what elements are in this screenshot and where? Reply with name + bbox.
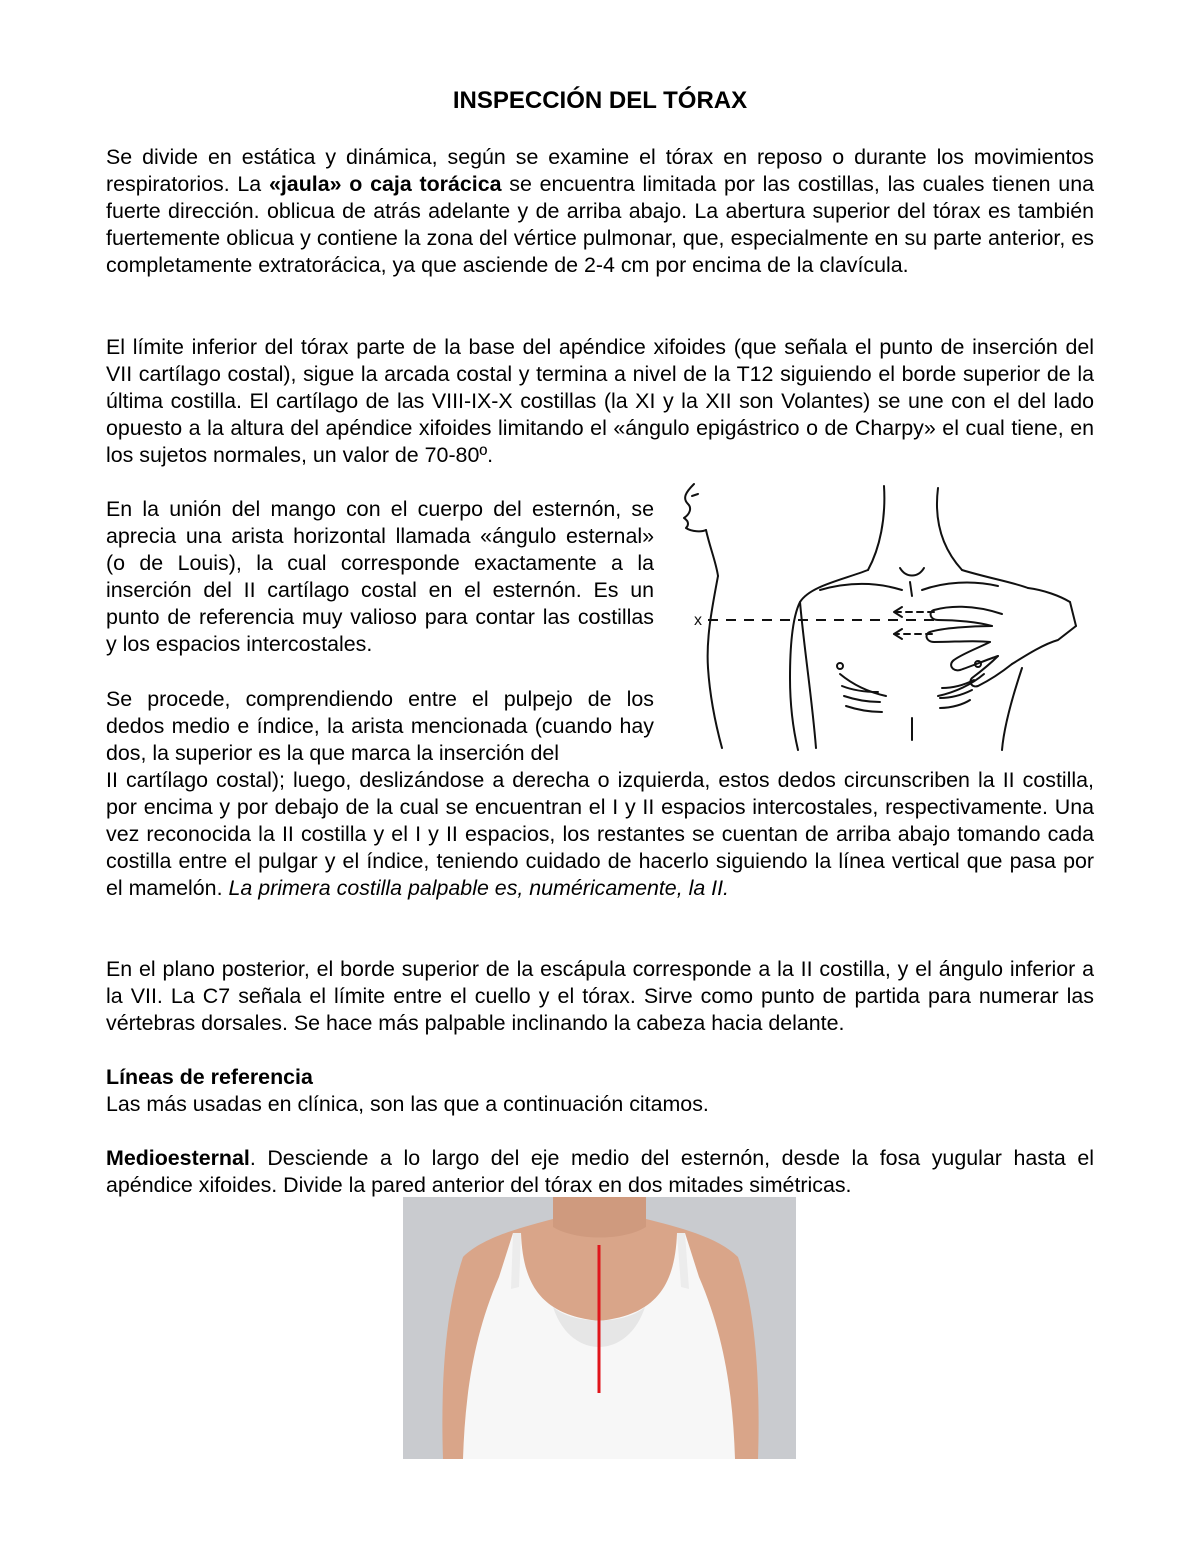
paragraph-angulo-esternal: En la unión del mango con el cuerpo del esternón, se aprecia una arista horizontal llamada «ángulo esternal» (o de Louis), la cual corresponde exactamente a la inserción del II cartílago costal en el esternón. Es un punto de referencia muy valioso para contar las costillas y los espacios intercostales. [106, 497, 654, 656]
paragraph-intro [106, 144, 1094, 279]
torso-photo-svg [403, 1197, 796, 1459]
intro-text-c: se encuentra limitada por las costillas, las cuales tienen una fuerte dirección. oblicua de atrás adelante y de arriba abajo. La abertura superior del tórax es también fuertemente oblicua y contiene la zona del vértice pulmonar, que, especialmente en su parte anterior, es completamente extratorácica, ya que asciende de 2-4 cm por encima de la clavícula. [106, 172, 1094, 277]
torso-photo-icon [403, 1197, 796, 1459]
procedimiento-text: II cartílago costal); luego, deslizándose a derecha o izquierda, estos dedos circunscriben la II costilla, por encima y por debajo de la cual se encuentran el I y II espacios intercostales, respectivamente. Una vez reconocida la II costilla y el I y II espacios, los restantes se cuentan de arriba abajo tomando cada costilla entre el pulgar y el índice, teniendo cuidado de hacerlo siguiendo la línea vertical que pasa por el mamelón. [106, 768, 1094, 900]
procedimiento-italic: La primera costilla palpable es, numéricamente, la II. [228, 876, 730, 900]
thorax-sketch-svg [672, 478, 1082, 753]
medioesternal-label: Medioesternal [106, 1146, 250, 1170]
paragraph-procedimiento-wide [106, 767, 1094, 902]
section-lineas-referencia [106, 1064, 1094, 1118]
page-title: INSPECCIÓN DEL TÓRAX [452, 87, 748, 114]
paragraph-procedimiento-narrow: Se procede, comprendiendo entre el pulpejo de los dedos medio e índice, la arista mencionada (cuando hay dos, la superior es la que marca la inserción del [106, 687, 654, 765]
medioesternal-text: . Desciende a lo largo del eje medio del esternón, desde la fosa yugular hasta el apéndice xifoides. Divide la pared anterior del tórax en dos mitades simétricas. [106, 1146, 1094, 1197]
section-heading: Líneas de referencia [106, 1065, 313, 1089]
thorax-palpation-sketch-icon [672, 478, 1082, 753]
caja-toracica-term: «jaula» o caja torácica [268, 172, 502, 196]
intro-text-a: Se divide en estática y dinámica, según se examine el tórax en reposo o durante los movimientos respiratorios. La [106, 145, 1094, 196]
section-intro: Las más usadas en clínica, son las que a continuación citamos. [106, 1092, 709, 1116]
paragraph-medioesternal [106, 1145, 1094, 1199]
paragraph-plano-posterior: En el plano posterior, el borde superior de la escápula corresponde a la II costilla, y el ángulo inferior a la VII. La C7 señala el límite entre el cuello y el tórax. Sirve como punto de partida para numerar las vértebras dorsales. Se hace más palpable inclinando la cabeza hacia delante. [106, 957, 1094, 1035]
paragraph-limite-inferior: El límite inferior del tórax parte de la base del apéndice xifoides (que señala el punto de inserción del VII cartílago costal), sigue la arcada costal y termina a nivel de la T12 siguiendo el borde superior de la última costilla. El cartílago de las VIII-IX-X costillas (la XI y la XII son Volantes) se une con el del lado opuesto a la altura del apéndice xifoides limitando el «ángulo epigástrico o de Charpy» el cual tiene, en los sujetos normales, un valor de 70-80º. [106, 335, 1094, 467]
x-marker: x [694, 612, 702, 629]
